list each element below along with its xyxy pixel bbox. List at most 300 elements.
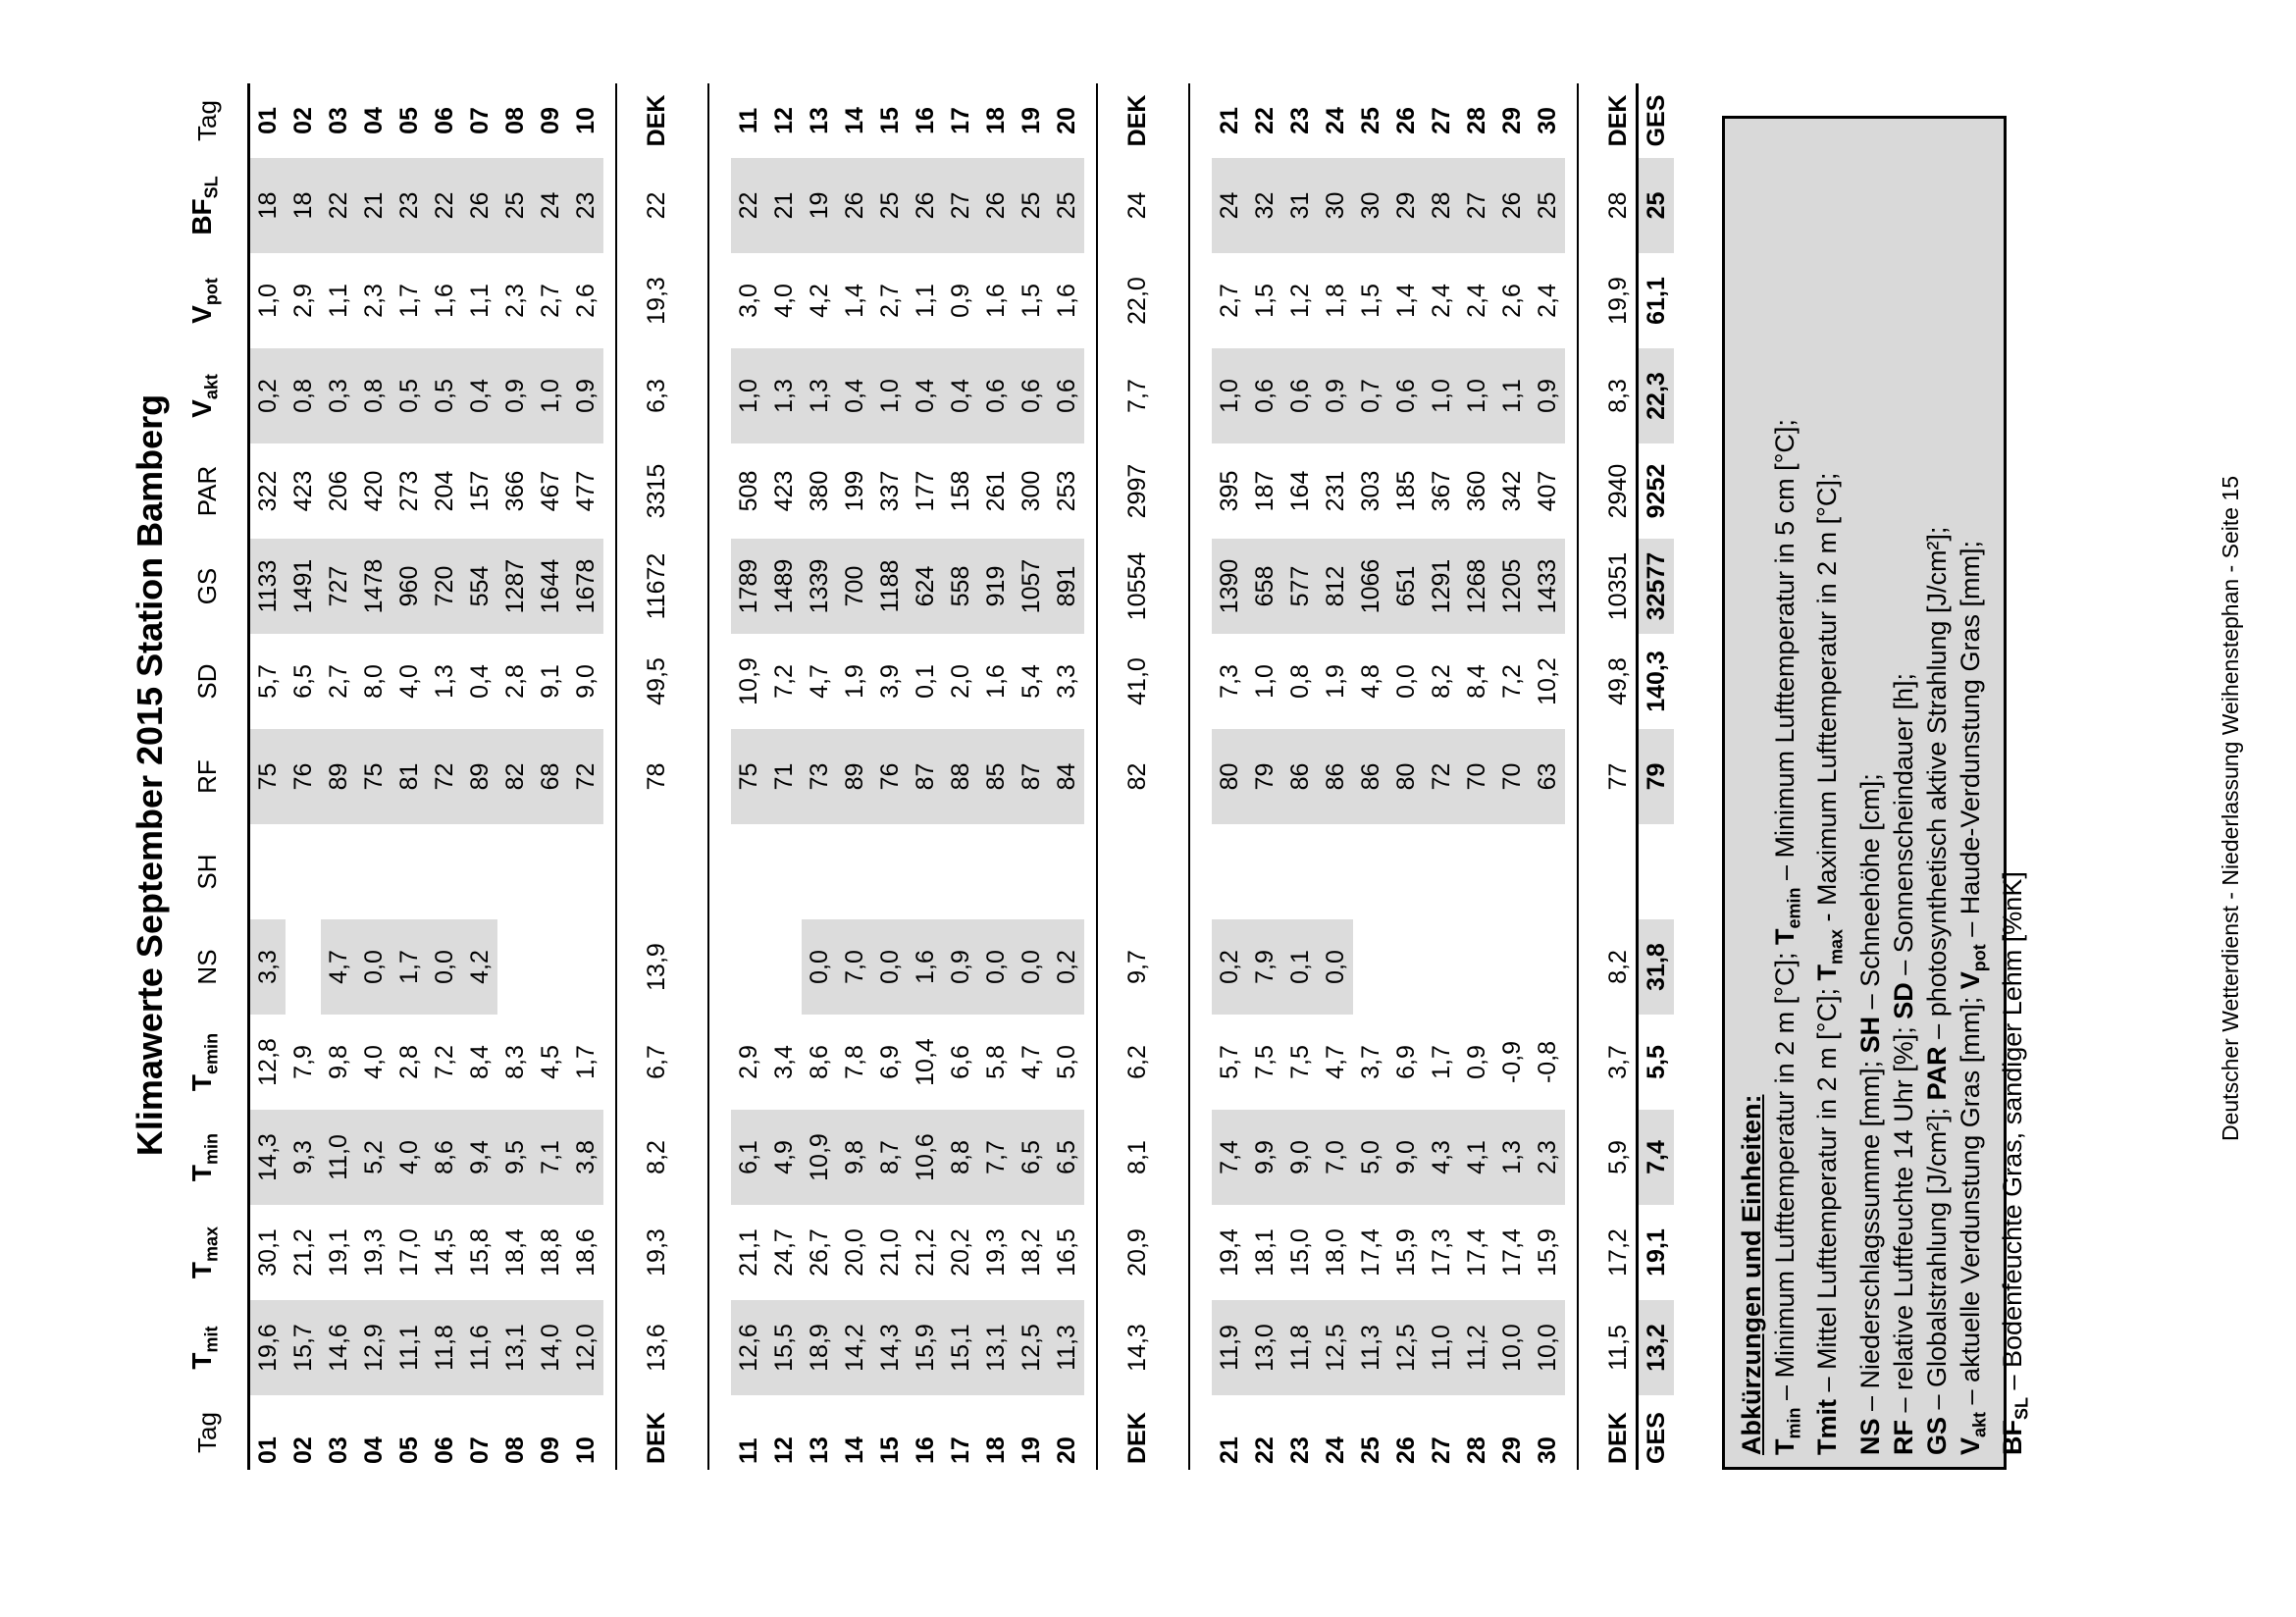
separator-cell [1176,919,1189,1015]
day-cell: 02 [288,1436,317,1464]
spacer-cell [616,443,639,539]
tmit-cell: 15,9 [908,1300,943,1395]
sd-cell: 4,7 [805,664,833,699]
day-cell-right: DEK [642,94,670,147]
sh-cell [1247,824,1282,919]
spacer-cell [616,1300,639,1395]
sd-cell: 0,1 [911,664,939,699]
tmit-cell: 11,0 [1424,1300,1459,1395]
vakt-cell: 1,1 [1494,348,1530,443]
bf-cell: 21 [356,158,391,253]
bf-cell: 27 [943,158,978,253]
tmin-cell: 9,5 [497,1110,533,1205]
temin-cell: 7,8 [840,1045,868,1079]
spacer-cell [1578,1015,1600,1110]
sd-cell: 10,2 [1533,657,1561,705]
vpot-cell: 1,5 [1250,284,1278,318]
spacer-cell [1155,443,1176,539]
legend-line-2: Tmit – Mittel Lufttemperatur in 2 m [°C]; $T_{max}$ - Maximum Lufttemperatur in 2 m [°C]; [1812,472,1847,1455]
table-row-decade [639,83,674,1470]
separator-cell [603,253,616,348]
separator-cell [696,158,708,253]
spacer-cell [674,1015,696,1110]
temin-cell: 3,7 [1603,1045,1632,1079]
bf-cell: 32 [1247,158,1282,253]
separator-cell [696,253,708,348]
tmax-cell: 14,5 [430,1228,458,1277]
spacer-cell [1155,1300,1176,1395]
tmit-cell: 11,3 [1353,1300,1388,1395]
table-row-decade [1600,83,1638,1470]
tmax-cell: 18,2 [1017,1228,1045,1277]
sh-cell [766,824,802,919]
vakt-cell: 1,0 [1424,348,1459,443]
vpot-cell: 1,7 [394,284,423,318]
temin-cell: 10,4 [911,1038,939,1086]
rf-cell: 79 [1637,729,1674,824]
spacer-cell [1189,824,1212,919]
separator-cell [1176,729,1189,824]
vakt-cell: 1,0 [1459,348,1494,443]
table-row [1014,83,1049,1470]
par-cell: 2940 [1603,463,1632,519]
day-cell-right: 23 [1285,107,1314,134]
tmit-cell: 11,8 [427,1300,462,1395]
vakt-cell: 0,4 [943,348,978,443]
col-header-tmax: $T_{max}$ [167,1205,248,1300]
bf-cell: 25 [872,158,908,253]
sh-cell [533,824,568,919]
spacer-cell [1189,1205,1212,1300]
vpot-cell: 3,0 [734,284,762,318]
par-cell: 177 [911,470,939,512]
separator-cell [1084,1300,1097,1395]
day-cell: 24 [1321,1436,1349,1464]
spacer-cell [1097,158,1120,253]
tmax-cell: 20,0 [840,1228,868,1277]
bf-cell: 31 [1282,158,1318,253]
temin-cell: 6,2 [1122,1045,1151,1079]
par-cell: 322 [253,470,282,512]
tmax-cell: 15,8 [465,1228,494,1277]
tmit-cell: 12,5 [1014,1300,1049,1395]
spacer-row [1189,83,1212,1470]
table-row [1388,83,1424,1470]
bf-cell: 26 [978,158,1014,253]
separator-cell [1565,1110,1578,1205]
tmin-cell: 10,6 [908,1110,943,1205]
sd-cell: 0,4 [465,664,494,699]
temin-cell: 12,8 [253,1038,282,1086]
par-cell: 158 [946,470,974,512]
bf-cell: 24 [1122,191,1151,220]
sd-cell: 1,9 [840,664,868,699]
spacer-cell [708,634,731,729]
rf-cell: 82 [1122,762,1151,791]
ns-cell [1388,919,1424,1015]
ns-cell: 0,9 [943,919,978,1015]
vpot-cell: 1,0 [253,284,282,318]
tmax-cell: 18,0 [1321,1228,1349,1277]
spacer-cell [1578,1395,1600,1470]
rf-cell: 86 [1353,729,1388,824]
tmin-cell: 7,4 [1637,1110,1674,1205]
table-row [1459,83,1494,1470]
sh-cell [1494,824,1530,919]
par-cell: 157 [465,470,494,512]
tmax-cell: 19,4 [1215,1228,1243,1277]
sd-cell: 1,6 [981,664,1010,699]
table-row [1494,83,1530,1470]
legend-line-4: RF – relative Luftfeuchte 14 Uhr [%]; SD – Sonnenscheindauer [h]; [1888,673,1918,1455]
spacer-cell [1189,634,1212,729]
vpot-cell: 22,0 [1122,277,1151,325]
spacer-cell [1097,1015,1120,1110]
vakt-cell: 0,9 [497,348,533,443]
spacer-cell [1097,919,1120,1015]
spacer-cell [708,1015,731,1110]
day-cell-right: 18 [981,107,1010,134]
spacer-cell [1097,1205,1120,1300]
bf-cell: 18 [248,158,286,253]
day-cell: 09 [536,1436,564,1464]
tmit-cell: 18,9 [802,1300,837,1395]
spacer-cell [1097,539,1120,634]
separator-cell [696,1300,708,1395]
spacer-cell [1155,83,1176,158]
day-cell: 04 [359,1436,388,1464]
spacer-cell [708,824,731,919]
sd-cell: 1,3 [430,664,458,699]
gs-cell: 10554 [1122,551,1151,621]
tmin-cell: 9,4 [462,1110,497,1205]
separator-cell [1176,348,1189,443]
spacer-cell [1155,1205,1176,1300]
rf-cell: 89 [462,729,497,824]
day-cell: 11 [734,1437,762,1464]
spacer-cell [616,253,639,348]
sd-cell: 2,7 [324,664,352,699]
separator-cell [603,83,616,158]
rf-cell: 82 [497,729,533,824]
day-cell-right: 03 [324,107,352,134]
table-row [1212,83,1247,1470]
gs-cell: 1268 [1459,539,1494,634]
rf-cell: 78 [642,762,670,791]
bf-cell: 22 [642,191,670,220]
tmin-cell: 5,0 [1353,1110,1388,1205]
tmit-cell: 12,5 [1388,1300,1424,1395]
spacer-cell [1578,539,1600,634]
tmin-cell: 8,2 [642,1140,670,1174]
table-row [533,83,568,1470]
separator-cell [603,1300,616,1395]
spacer-cell [674,634,696,729]
col-header-sd: SD [167,634,248,729]
par-cell: 423 [769,470,798,512]
vpot-cell: 1,8 [1321,284,1349,318]
tmax-cell: 30,1 [253,1228,282,1277]
day-cell: 21 [1215,1436,1243,1464]
par-cell: 467 [536,470,564,512]
table-row [837,83,872,1470]
spacer-cell [1189,348,1212,443]
par-cell: 366 [500,470,529,512]
table-row [321,83,356,1470]
table-row [766,83,802,1470]
separator-cell [1565,919,1578,1015]
tmit-cell: 12,9 [356,1300,391,1395]
tmit-cell: 14,0 [533,1300,568,1395]
spacer-cell [674,158,696,253]
tmit-cell: 13,1 [978,1300,1014,1395]
temin-cell: 2,8 [394,1045,423,1079]
table-row-total [1637,83,1674,1470]
sh-cell [321,824,356,919]
spacer-cell [1097,729,1120,824]
tmax-cell: 17,4 [1462,1228,1490,1277]
col-header-tag-right: Tag [167,83,248,158]
table-row [943,83,978,1470]
tmax-cell: 17,3 [1427,1228,1455,1277]
bf-cell: 25 [497,158,533,253]
gs-cell: 1205 [1494,539,1530,634]
bf-cell: 29 [1388,158,1424,253]
vpot-cell: 1,6 [981,284,1010,318]
rf-cell: 76 [872,729,908,824]
tmin-cell: 9,0 [1282,1110,1318,1205]
ns-cell: 1,7 [391,919,427,1015]
vakt-cell: 0,6 [1388,348,1424,443]
sd-cell: 0,0 [1391,664,1420,699]
tmax-cell: 18,8 [536,1228,564,1277]
separator-cell [1565,634,1578,729]
col-header-bf: $BF_{SL}$ [167,158,248,253]
vakt-cell: 0,6 [1049,348,1084,443]
table-row [1353,83,1388,1470]
vakt-cell: 8,3 [1603,379,1632,413]
vpot-cell: 1,4 [1391,284,1420,318]
ns-cell: 0,1 [1282,919,1318,1015]
ns-cell [533,919,568,1015]
vakt-cell: 7,7 [1122,379,1151,413]
gs-cell: 658 [1247,539,1282,634]
tmin-cell: 9,3 [286,1110,321,1205]
spacer-cell [1578,1110,1600,1205]
bf-cell: 23 [568,158,603,253]
tmax-cell: 17,0 [394,1228,423,1277]
day-cell-right: 22 [1250,107,1278,134]
sh-cell [1424,824,1459,919]
day-cell: 16 [911,1436,939,1464]
sh-cell [872,824,908,919]
day-cell-right: 13 [805,107,833,134]
vakt-cell: 0,2 [248,348,286,443]
day-cell: 14 [840,1436,868,1464]
day-cell-right: 02 [288,107,317,134]
day-cell-right: DEK [1122,94,1151,147]
col-header-temin: $T_{emin}$ [167,1015,248,1110]
vpot-cell: 2,7 [875,284,904,318]
ns-cell [497,919,533,1015]
par-cell: 380 [805,470,833,512]
vakt-cell: 0,9 [1530,348,1565,443]
table-row [497,83,533,1470]
table-body [248,83,1674,1470]
day-cell-right: DEK [1603,94,1632,147]
separator-cell [1084,824,1097,919]
tmin-cell: 7,7 [978,1110,1014,1205]
spacer-cell [1155,824,1176,919]
tmit-cell: 13,2 [1637,1300,1674,1395]
vakt-cell: 0,6 [1014,348,1049,443]
table-row [1282,83,1318,1470]
sh-cell [1282,824,1318,919]
vpot-cell: 1,1 [465,284,494,318]
day-cell-right: 29 [1497,107,1526,134]
spacer-cell [1097,634,1120,729]
sh-cell [568,824,603,919]
separator-cell [696,729,708,824]
vakt-cell: 0,9 [568,348,603,443]
sh-cell [1014,824,1049,919]
day-cell-right: 12 [769,107,798,134]
tmax-cell: 19,3 [359,1228,388,1277]
gs-cell: 651 [1388,539,1424,634]
rf-cell: 86 [1318,729,1353,824]
tmax-cell: 17,4 [1356,1228,1384,1277]
tmit-cell: 15,5 [766,1300,802,1395]
bf-cell: 22 [427,158,462,253]
separator-cell [696,919,708,1015]
separator-cell [603,1205,616,1300]
temin-cell: 6,9 [875,1045,904,1079]
separator-cell [1084,1395,1097,1470]
vakt-cell: 0,9 [1318,348,1353,443]
sh-cell [427,824,462,919]
gs-cell: 1644 [533,539,568,634]
par-cell: 300 [1017,470,1045,512]
tmin-cell: 8,1 [1122,1140,1151,1174]
separator-cell [603,539,616,634]
day-cell-right: 10 [571,107,600,134]
col-header-tag: Tag [167,1395,248,1470]
separator-cell [1176,158,1189,253]
legend-line-5: GS – Globalstrahlung [J/cm²]; PAR – photosynthetisch aktive Strahlung [J/cm²]; [1921,526,1952,1455]
vakt-cell: 1,0 [1212,348,1247,443]
rf-cell: 77 [1603,762,1632,791]
sh-cell [943,824,978,919]
bf-cell: 24 [1212,158,1247,253]
vakt-cell: 0,6 [1282,348,1318,443]
separator-cell [1084,348,1097,443]
ns-cell [1459,919,1494,1015]
par-cell: 367 [1427,470,1455,512]
separator-cell [603,443,616,539]
spacer-cell [674,919,696,1015]
tmin-cell: 7,1 [533,1110,568,1205]
vakt-cell: 1,3 [802,348,837,443]
day-cell-right: 11 [734,107,762,134]
separator-cell [1565,158,1578,253]
table-row [978,83,1014,1470]
day-cell: 07 [465,1436,494,1464]
table-row [286,83,321,1470]
bf-cell: 22 [731,158,766,253]
gs-cell: 1066 [1353,539,1388,634]
ns-cell: 0,2 [1212,919,1247,1015]
sd-cell: 4,0 [394,664,423,699]
gs-cell: 1057 [1014,539,1049,634]
par-cell: 342 [1497,470,1526,512]
separator-cell [696,1110,708,1205]
spacer-cell [1189,729,1212,824]
gs-cell: 1478 [356,539,391,634]
sd-cell: 8,2 [1427,664,1455,699]
tmin-cell: 9,9 [1247,1110,1282,1205]
ns-cell: 0,0 [978,919,1014,1015]
day-cell-right: 30 [1533,107,1561,134]
day-cell-right: 14 [840,107,868,134]
sh-cell [908,824,943,919]
sd-cell: 3,3 [1052,664,1080,699]
separator-cell [1565,348,1578,443]
spacer-cell [1189,253,1212,348]
tmax-cell: 20,9 [1122,1228,1151,1277]
ns-cell: 0,0 [427,919,462,1015]
par-cell: 273 [394,470,423,512]
sh-cell [731,824,766,919]
gs-cell: 624 [908,539,943,634]
sd-cell: 8,0 [359,664,388,699]
tmin-cell: 8,6 [427,1110,462,1205]
gs-cell: 720 [427,539,462,634]
par-cell: 303 [1356,470,1384,512]
separator-cell [1084,1015,1097,1110]
sh-cell [391,824,427,919]
rf-cell: 73 [802,729,837,824]
temin-cell: 4,7 [1017,1045,1045,1079]
tmin-cell: 5,9 [1603,1140,1632,1174]
tmit-cell: 12,6 [731,1300,766,1395]
spacer-cell [674,539,696,634]
spacer-cell [1097,253,1120,348]
spacer-cell [1097,83,1120,158]
separator-cell [696,443,708,539]
sd-cell: 49,8 [1603,657,1632,705]
separator-cell [696,1395,708,1470]
ns-cell [568,919,603,1015]
gs-cell: 1339 [802,539,837,634]
sh-cell [248,824,286,919]
vpot-cell: 1,1 [911,284,939,318]
tmax-cell: 17,2 [1603,1228,1632,1277]
spacer-cell [708,83,731,158]
spacer-cell [1578,1205,1600,1300]
ns-cell [1353,919,1388,1015]
tmax-cell: 20,2 [946,1228,974,1277]
gs-cell: 554 [462,539,497,634]
spacer-cell [1578,443,1600,539]
spacer-cell [708,729,731,824]
sd-cell: 5,7 [253,664,282,699]
tmit-cell: 11,3 [1049,1300,1084,1395]
spacer-cell [1155,539,1176,634]
sd-cell: 41,0 [1122,657,1151,705]
temin-cell: 5,5 [1637,1015,1674,1110]
tmit-cell: 19,6 [248,1300,286,1395]
sh-cell [1388,824,1424,919]
